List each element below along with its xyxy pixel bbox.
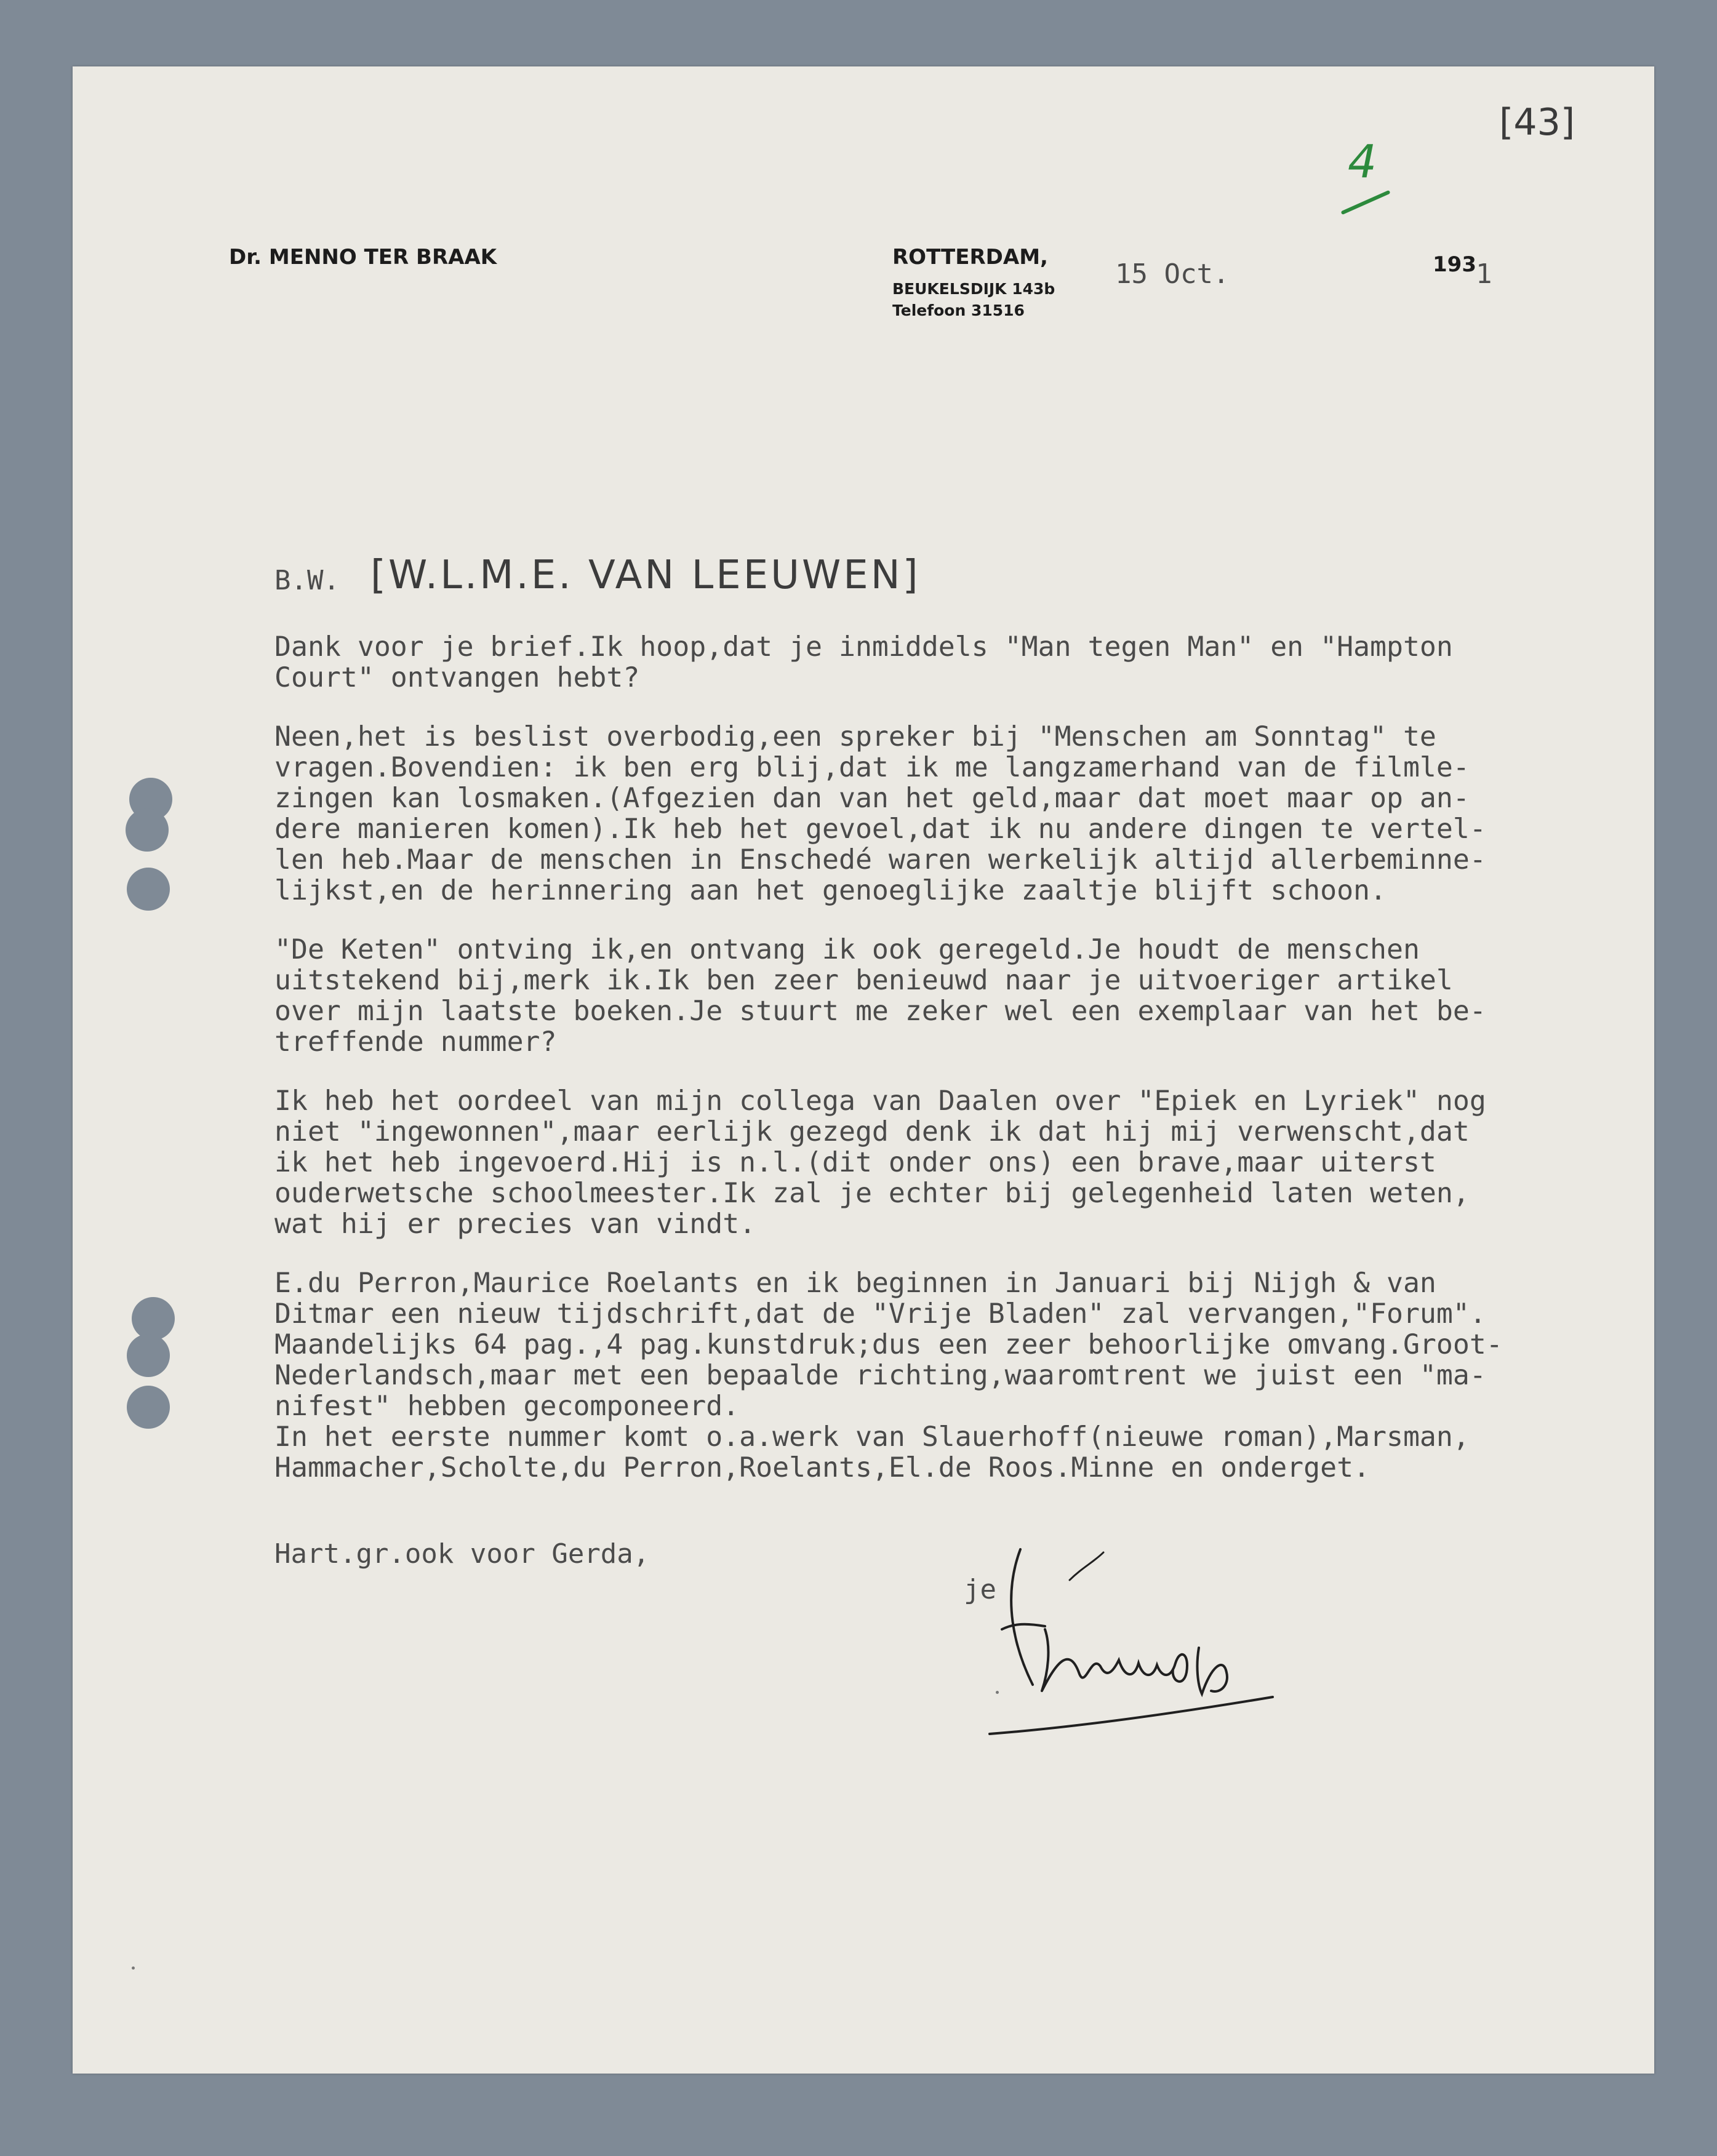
body-line: Hammacher,Scholte,du Perron,Roelants,El.de Roos.Minne en onderget. (274, 1451, 1371, 1483)
body-line: vragen.Bovendien: ik ben erg blij,dat ik me langzamerhand van de filmle- (274, 751, 1470, 783)
body-line: over mijn laatste boeken.Je stuurt me zeker wel een exemplaar van het be- (274, 994, 1486, 1027)
body-line: Neen,het is beslist overbodig,een spreker bij "Menschen am Sonntag" te (274, 720, 1436, 753)
letter-body (274, 631, 1653, 1483)
letter-date: 15 Oct. (1115, 258, 1230, 290)
letter-sheet (73, 66, 1654, 2074)
letterhead-phone: Telefoon 31516 (892, 301, 1025, 319)
salutation: B.W. (274, 565, 340, 596)
body-line: wat hij er precies van vindt. (274, 1207, 756, 1240)
body-line: Dank voor je brief.Ik hoop,dat je inmiddels "Man tegen Man" en "Hampton (274, 630, 1453, 663)
body-line: Maandelijks 64 pag.,4 pag.kunstdruk;dus een zeer behoorlijke omvang.Groot- (274, 1328, 1503, 1360)
letter-year-printed: 193 (1433, 252, 1476, 277)
folio-underline (1340, 190, 1390, 215)
letterhead-sender: Dr. MENNO TER BRAAK (229, 245, 497, 270)
paragraph-gap (274, 906, 1653, 934)
punch-hole (126, 808, 169, 852)
paragraph-gap (274, 693, 1653, 721)
letterhead-city: ROTTERDAM, (892, 245, 1048, 270)
punch-hole (132, 1297, 175, 1340)
body-line: niet "ingewonnen",maar eerlijk gezegd denk ik dat hij mij verwenscht,dat (274, 1115, 1470, 1148)
body-line: E.du Perron,Maurice Roelants en ik beginnen in Januari bij Nijgh & van (274, 1266, 1436, 1299)
body-line: Court" ontvangen hebt? (274, 661, 640, 693)
body-line: Nederlandsch,maar met een bepaalde richting,waaromtrent we juist een "ma- (274, 1359, 1486, 1391)
punch-hole (127, 1334, 170, 1377)
paper-speck (996, 1691, 999, 1694)
paragraph-gap (274, 1057, 1653, 1085)
body-line: len heb.Maar de menschen in Enschedé waren werkelijk altijd allerbeminne- (274, 843, 1486, 876)
body-line: Ditmar een nieuw tijdschrift,dat de "Vrije Bladen" zal vervangen,"Forum". (274, 1297, 1486, 1330)
body-line: zingen kan losmaken.(Afgezien dan van het geld,maar dat moet maar op an- (274, 781, 1470, 814)
body-line: "De Keten" ontving ik,en ontvang ik ook geregeld.Je houdt de menschen (274, 933, 1420, 965)
body-line: nifest" hebben gecomponeerd. (274, 1389, 740, 1422)
body-line: Ik heb het oordeel van mijn collega van Daalen over "Epiek en Lyriek" nog (274, 1084, 1486, 1117)
letterhead-street: BEUKELSDIJK 143b (892, 280, 1055, 298)
body-line: ouderwetsche schoolmeester.Ik zal je echter bij gelegenheid laten weten, (274, 1176, 1470, 1209)
recipient-annotation: [W.L.M.E. VAN LEEUWEN] (370, 553, 921, 598)
letter-year-typed: 1 (1476, 258, 1492, 290)
signature (977, 1525, 1291, 1752)
punch-hole (127, 868, 170, 911)
punch-hole (127, 1386, 170, 1429)
paragraph-gap (274, 1239, 1653, 1268)
archive-number: [43] (1499, 101, 1575, 144)
body-line: treffende nummer? (274, 1025, 557, 1058)
body-line: ik het heb ingevoerd.Hij is n.l.(dit onder ons) een brave,maar uiterst (274, 1146, 1436, 1178)
body-line: dere manieren komen).Ik heb het gevoel,dat ik nu andere dingen te vertel- (274, 812, 1486, 845)
sign-off: je (964, 1574, 996, 1605)
folio-number: 4 (1348, 135, 1377, 188)
body-line: uitstekend bij,merk ik.Ik ben zeer benieuwd naar je uitvoeriger artikel (274, 964, 1453, 996)
closing-line: Hart.gr.ook voor Gerda, (274, 1538, 650, 1570)
body-line: In het eerste nummer komt o.a.werk van Slauerhoff(nieuwe roman),Marsman, (274, 1420, 1470, 1453)
paper-speck (132, 1966, 135, 1970)
body-line: lijkst,en de herinnering aan het genoeglijke zaaltje blijft schoon. (274, 874, 1387, 906)
